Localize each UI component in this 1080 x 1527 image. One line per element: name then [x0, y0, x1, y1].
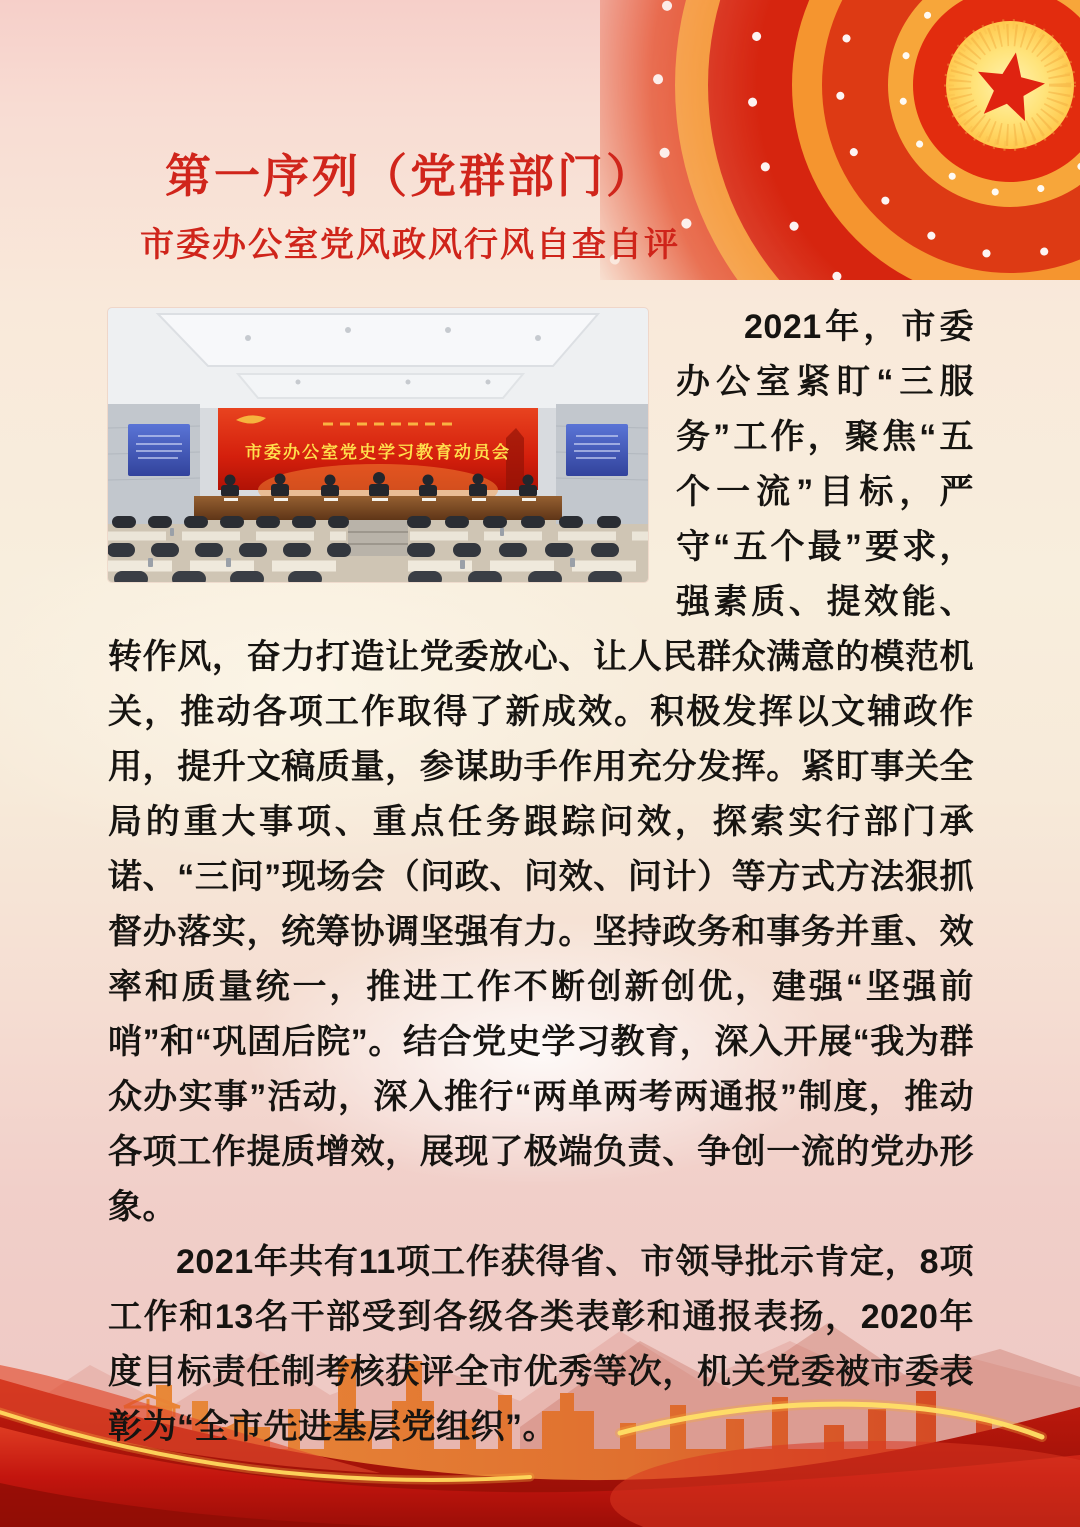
side-screen-right: [566, 424, 628, 476]
header: [30, 150, 790, 266]
side-screen-left: [128, 424, 190, 476]
meeting-photo: [108, 308, 648, 582]
page-title: 第一序列（党群部门）: [165, 150, 655, 202]
photo-screen-banner: 市委办公室党史学习教育动员会: [245, 442, 511, 462]
paragraph-2: 2021年共有11项工作获得省、市领导批示肯定，8项工作和13名干部受到各级各类表彰和通报表扬，2020年度目标责任制考核获评全市优秀等次，机关党委被市委表彰为“全市先进基层党组织”。: [108, 1242, 974, 1446]
paragraph-1: 2021年，市委办公室紧盯“三服务”工作，聚焦“五个一流”目标，严守“五个最”要求，强素质、提效能、转作风，奋力打造让党委放心、让人民群众满意的模范机关，推动各项工作取得了新成效。积极发挥以文辅政作用，提升文稿质量，参谋助手作用充分发挥。紧盯事关全局的重大事项、重点任务跟踪问效，探索实行部门承诺、“三问”现场会（问政、问效、问计）等方式方法狠抓督办落实，统筹协调坚强有力。坚持政务和事务并重、效率和质量统一，推进工作不断创新创优，建强“坚强前哨”和“巩固后院”。结合党史学习教育，深入开展“我为群众办实事”活动，深入推行“两单两考两通报”制度，推动各项工作提质增效，展现了极端负责、争创一流的党办形象。: [108, 307, 974, 1226]
article-body: [108, 300, 974, 1455]
stage-steps: [348, 520, 408, 556]
page-subtitle: 市委办公室党风政风行风自查自评: [140, 225, 680, 264]
